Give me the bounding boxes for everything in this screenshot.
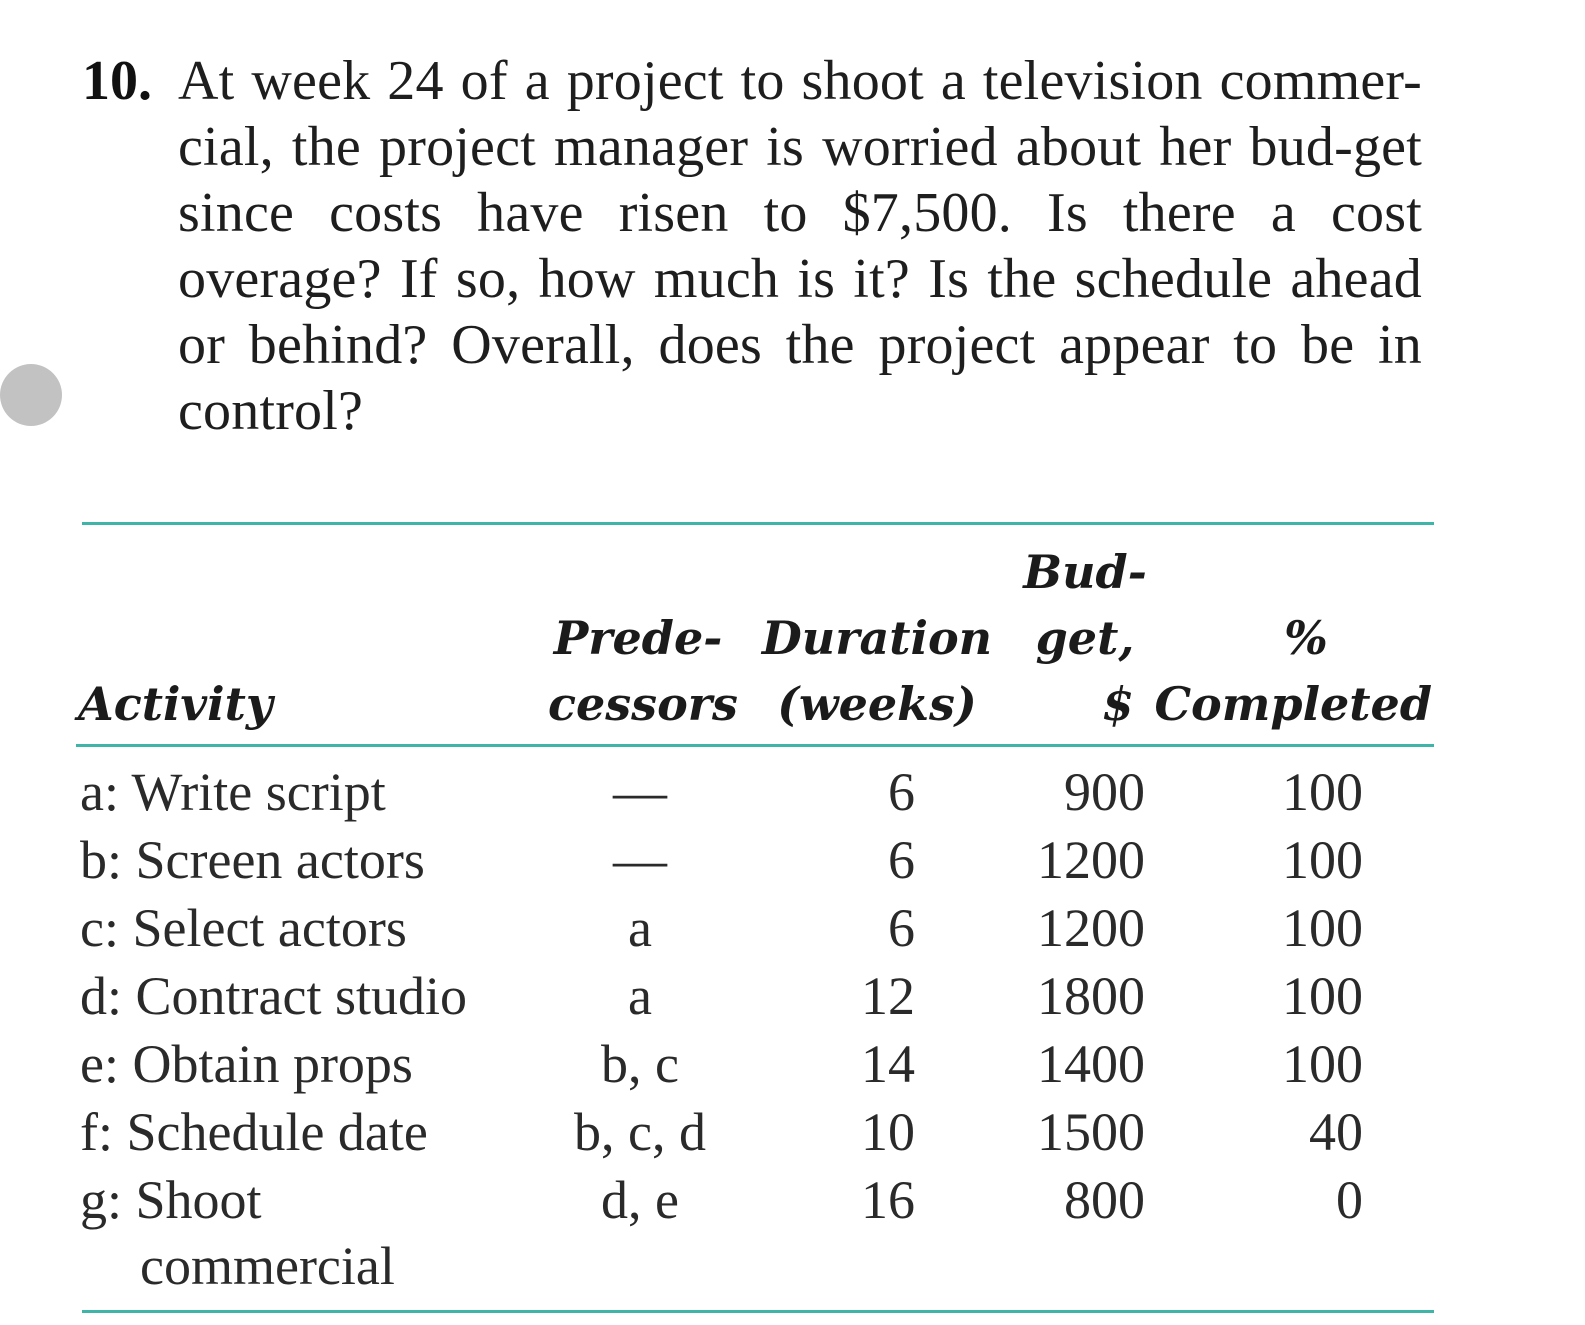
cell-duration: 14 bbox=[861, 1034, 915, 1094]
cell-budget: 1500 bbox=[1037, 1102, 1145, 1162]
cell-predecessors: a bbox=[628, 898, 652, 958]
header-completed-line1: % bbox=[1284, 611, 1328, 665]
cell-activity: e: Obtain props bbox=[80, 1034, 413, 1094]
cell-completed: 40 bbox=[1309, 1102, 1363, 1162]
problem-number: 10. bbox=[82, 50, 152, 112]
cell-activity: b: Screen actors bbox=[80, 830, 425, 890]
cell-duration: 12 bbox=[861, 966, 915, 1026]
cell-activity: a: Write script bbox=[80, 762, 386, 822]
cell-predecessors: — bbox=[613, 762, 667, 822]
cell-budget: 1400 bbox=[1037, 1034, 1145, 1094]
header-budget-line1: Bud- bbox=[1023, 545, 1147, 599]
cell-predecessors: a bbox=[628, 966, 652, 1026]
cell-duration: 6 bbox=[888, 898, 915, 958]
table-top-rule bbox=[82, 522, 1434, 525]
table-header-rule bbox=[76, 744, 1434, 747]
cell-completed: 100 bbox=[1282, 830, 1363, 890]
cell-duration: 6 bbox=[888, 762, 915, 822]
header-activity: Activity bbox=[78, 677, 273, 731]
cell-predecessors: — bbox=[613, 830, 667, 890]
cell-duration: 6 bbox=[888, 830, 915, 890]
cell-activity-continuation: commercial bbox=[140, 1236, 395, 1296]
cell-completed: 100 bbox=[1282, 966, 1363, 1026]
cell-predecessors: d, e bbox=[601, 1170, 679, 1230]
cell-budget: 1200 bbox=[1037, 830, 1145, 890]
header-duration-line1: Duration bbox=[761, 611, 993, 665]
cell-activity: c: Select actors bbox=[80, 898, 407, 958]
cell-budget: 800 bbox=[1064, 1170, 1145, 1230]
cell-duration: 16 bbox=[861, 1170, 915, 1230]
cell-completed: 0 bbox=[1336, 1170, 1363, 1230]
cell-predecessors: b, c, d bbox=[574, 1102, 706, 1162]
header-predecessors-line2: cessors bbox=[548, 677, 738, 731]
cell-completed: 100 bbox=[1282, 762, 1363, 822]
bullet-dot bbox=[0, 364, 62, 426]
cell-duration: 10 bbox=[861, 1102, 915, 1162]
cell-predecessors: b, c bbox=[601, 1034, 679, 1094]
header-predecessors-line1: Prede- bbox=[553, 611, 723, 665]
cell-activity: g: Shoot bbox=[80, 1170, 262, 1230]
cell-budget: 1200 bbox=[1037, 898, 1145, 958]
cell-activity: f: Schedule date bbox=[80, 1102, 428, 1162]
header-budget-line3: $ bbox=[1101, 677, 1134, 731]
header-duration-line2: (weeks) bbox=[777, 677, 977, 731]
cell-budget: 900 bbox=[1064, 762, 1145, 822]
cell-completed: 100 bbox=[1282, 898, 1363, 958]
cell-activity: d: Contract studio bbox=[80, 966, 467, 1026]
cell-completed: 100 bbox=[1282, 1034, 1363, 1094]
header-completed-line2: Completed bbox=[1154, 677, 1432, 731]
cell-budget: 1800 bbox=[1037, 966, 1145, 1026]
table-bottom-rule bbox=[82, 1310, 1434, 1313]
problem-text: At week 24 of a project to shoot a television commer-cial, the project manager is worried about her bud-get since costs have risen to $7,500. Is there a cost overage? If so, how much is it? Is the schedule ahead or behind? Overall, does the project appear to be in control? bbox=[178, 50, 1422, 442]
header-budget-line2: get, bbox=[1035, 611, 1135, 665]
